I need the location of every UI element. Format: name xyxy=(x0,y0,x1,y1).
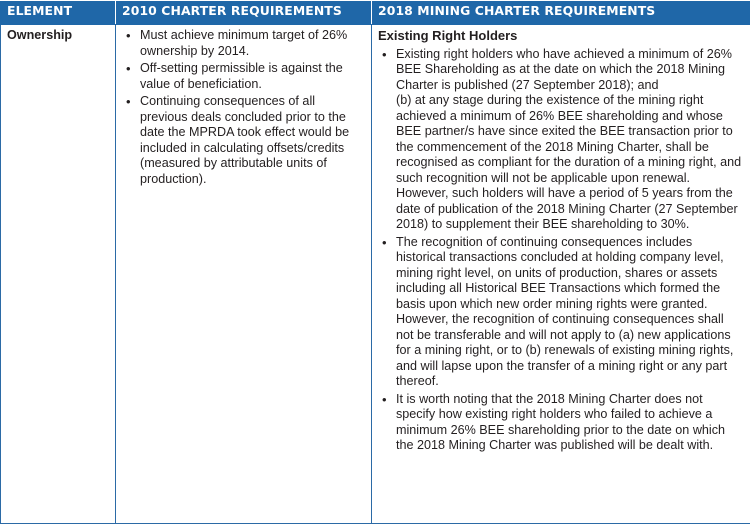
column-header-element: ELEMENT xyxy=(1,1,116,25)
charter-2010-cell xyxy=(116,25,372,524)
list-item-paragraph: • The recognition of continuing consequences includes historical transactions concluded at holding company level, mining right level, on units of production, shares or assets including all Historical BEE Transactions which formed the basis upon which new order mining rights were granted. However, the recognition of continuing consequences shall not be transferable and will not apply to (a) new applications for a mining right, or to (b) renewals of existing mining rights, and will lapse upon the transfer of a mining right or any part thereof. xyxy=(396,234,734,388)
charter-2018-cell xyxy=(372,25,750,524)
list-item xyxy=(396,47,744,233)
table-row-ownership xyxy=(1,25,750,524)
element-cell: Ownership xyxy=(1,25,116,524)
existing-right-holders-heading: Existing Right Holders xyxy=(378,28,518,43)
list-item: • Continuing consequences of all previous deals concluded prior to the date the MPRDA took effect would be included in calculating offsets/credits (measured by attributable units of production). xyxy=(140,94,365,187)
list-item-paragraph: (b) at any stage during the existence of the mining right achieved a minimum of 26% BEE shareholding and whose BEE partner/s have since exited the BEE transaction prior to the commencement of the 2018 Mining Charter, shall be recognised as compliant for the duration of a mining right, and such recognition will not be applicable upon renewal. However, such holders will have a period of 5 years from the date of publication of the 2018 Mining Charter (27 September 2018) to supplement their BEE shareholding to 30%. xyxy=(396,93,742,231)
charter-2018-list xyxy=(378,47,744,454)
header-row xyxy=(1,1,750,25)
charter-2010-list xyxy=(122,28,365,187)
list-item: • Must achieve minimum target of 26% ownership by 2014. xyxy=(140,28,365,59)
list-item: • Off-setting permissible is against the value of beneficiation. xyxy=(140,61,365,92)
list-item-paragraph: • Existing right holders who have achieved a minimum of 26% BEE Shareholding as at the date on which the 2018 Mining Charter is published (27 September 2018); and xyxy=(396,46,733,92)
column-header-2018-charter: 2018 MINING CHARTER REQUIREMENTS xyxy=(372,1,750,25)
list-item xyxy=(396,392,744,454)
list-item xyxy=(396,235,744,390)
list-item-paragraph: • It is worth noting that the 2018 Mining Charter does not specify how existing right holders who failed to achieve a minimum 26% BEE shareholding prior to the date on which the 2018 Mining Charter was published will be dealt with. xyxy=(396,391,726,452)
column-header-2010-charter: 2010 CHARTER REQUIREMENTS xyxy=(116,1,372,25)
